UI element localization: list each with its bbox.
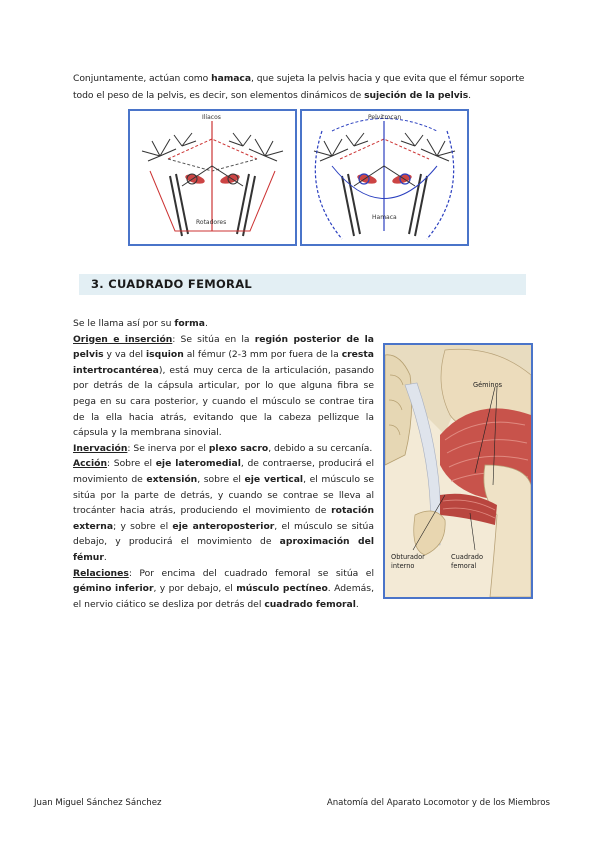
figure-hamaca [300, 109, 469, 246]
lead-text: Se le llama así por su [73, 318, 175, 329]
inervacion-text: : Se inerva por el [127, 442, 209, 454]
relaciones-text: . [355, 598, 359, 610]
origen-paragraph [73, 332, 374, 441]
inervacion-paragraph [73, 441, 374, 457]
relaciones-text: , y por debajo, el [153, 583, 237, 595]
relaciones-paragraph [73, 566, 374, 613]
accion-text: : Sobre el [107, 458, 156, 470]
lead-bold: forma [174, 318, 205, 329]
accion-paragraph [73, 456, 374, 565]
origen-bold: cresta intertrocantérea [73, 349, 374, 376]
figure-top-label: Pelvitrocan [368, 114, 402, 121]
intro-bold-sujecion: sujeción de la pelvis [364, 90, 469, 101]
origen-text: ), está muy cerca de la articulación, pasando por detrás de la cápsula articular, por lo que alguna fibra se pega en su cara posterior, y cuando el músculo se contrae tira de la ella hacia atrás, evitando que la cabeza pellizque la cápsula y la membrana sinovial. [73, 364, 374, 439]
accion-bold: eje lateromedial [155, 458, 241, 470]
intro-text-2: , que sujeta la pelvis hacia y que evita que el fémur soporte todo el peso de la pelvis, es decir, son elementos dinámicos de [73, 73, 525, 101]
lead-text-end: . [204, 318, 208, 329]
figure-bottom-label: Hamaca [372, 214, 397, 221]
section-title: 3. CUADRADO FEMORAL [91, 277, 253, 291]
footer-author: Juan Miguel Sánchez Sánchez [34, 798, 162, 808]
origen-bold: región posterior de la pelvis [73, 333, 374, 361]
inervacion-text: , debido a su cercanía. [268, 442, 373, 454]
accion-text: ; y sobre el [113, 520, 173, 532]
accion-text: , sobre el [197, 473, 245, 485]
relaciones-text: . Además, el nervio ciático se desliza por detrás del [73, 583, 374, 610]
intro-bold-hamaca: hamaca [211, 73, 251, 84]
accion-bold: rotación externa [73, 505, 374, 532]
label-obturador-1: Obturador [391, 553, 425, 561]
accion-text: . [103, 551, 107, 563]
origen-text: al fémur (2-3 mm por fuera de la [183, 349, 342, 361]
relaciones-heading: Relaciones [73, 567, 129, 579]
origen-bold: isquion [146, 349, 184, 361]
figure-bottom-label: Rotadores [196, 219, 227, 226]
relaciones-bold: músculo pectíneo [236, 583, 328, 595]
accion-bold: eje vertical [244, 473, 304, 485]
lead-paragraph [73, 316, 374, 332]
intro-text-1: Conjuntamente, actúan como [73, 73, 212, 84]
origen-heading: Origen e inserción [73, 333, 173, 345]
label-cuadrado-1: Cuadrado [451, 553, 483, 561]
accion-text: , el músculo se sitúa por la parte de detrás, y cuando se contrae se lleva al trocánter hacia atrás, produciendo el movimiento de [73, 473, 374, 517]
origen-text: y va del [103, 349, 147, 361]
footer-course: Anatomía del Aparato Locomotor y de los Miembros [326, 798, 550, 808]
accion-text: , de contraerse, producirá el movimiento de [73, 458, 375, 485]
label-obturador-2: interno [391, 562, 415, 570]
accion-bold: aproximación del fémur [73, 536, 374, 563]
accion-bold: extensión [146, 473, 198, 485]
label-cuadrado-2: femoral [451, 562, 477, 570]
relaciones-bold: gémino inferior [73, 583, 154, 595]
figure-top-label: Ilíacos [202, 114, 221, 121]
accion-heading: Acción [73, 458, 108, 470]
relaciones-text: : Por encima del cuadrado femoral se sitúa el [128, 567, 374, 579]
relaciones-bold: cuadrado femoral [264, 598, 356, 610]
anatomy-illustration [383, 343, 533, 599]
accion-bold: eje anteroposterior [172, 520, 275, 532]
inervacion-heading: Inervación [73, 442, 128, 454]
intro-text-3: . [468, 90, 472, 101]
section-heading-bar [79, 274, 526, 295]
figure-rotators [128, 109, 297, 246]
origen-text: : Se sitúa en la [172, 333, 255, 345]
intro-paragraph [73, 70, 528, 104]
accion-text: , el músculo se sitúa debajo, y producirá el movimiento de [73, 520, 374, 548]
body-text [73, 316, 374, 612]
label-geminos: Géminos [473, 381, 503, 389]
inervacion-bold: plexo sacro [208, 442, 269, 454]
